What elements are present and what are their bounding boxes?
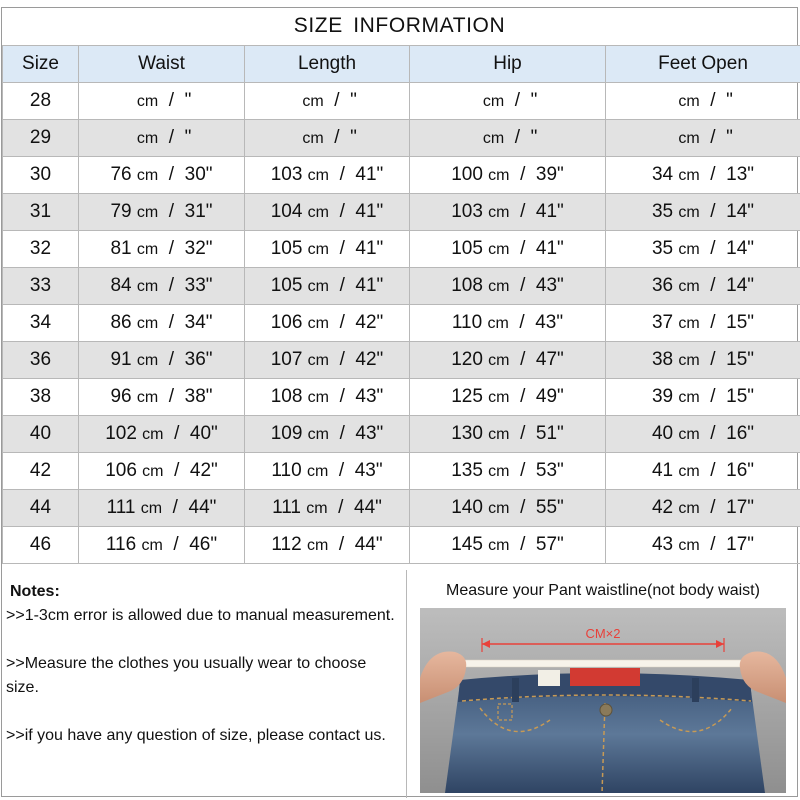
unit-cm: cm [488, 500, 510, 517]
hip-cell [410, 490, 606, 527]
unit-cm: cm [488, 204, 510, 221]
header-row [3, 46, 800, 83]
separator: / [168, 127, 175, 148]
hip-cell [410, 527, 606, 564]
header-feet-open: Feet Open [606, 46, 800, 83]
separator: / [168, 275, 175, 296]
table-row [3, 342, 800, 379]
hip-inch-value: 41" [535, 201, 564, 222]
unit-cm: cm [306, 500, 328, 517]
table-row [3, 453, 800, 490]
feet-cm-value: 34 [651, 164, 674, 185]
unit-cm: cm [136, 93, 159, 110]
unit-cm: cm [488, 352, 510, 369]
jeans-waist-illustration [420, 608, 786, 793]
separator: / [710, 423, 716, 444]
length-inch-value: 43" [355, 423, 384, 444]
feet-inch-value: 15" [726, 349, 755, 370]
separator: / [520, 386, 526, 407]
table-row [3, 83, 800, 120]
unit-cm: cm [136, 241, 159, 258]
unit-cm: cm [307, 426, 329, 443]
separator: / [339, 238, 345, 259]
length-cm-value: 107 [270, 349, 303, 370]
waist-cm-value: 76 [110, 164, 132, 185]
measure-label: CM×2 [585, 626, 621, 641]
length-cell [245, 490, 410, 527]
unit-cm: cm [136, 167, 159, 184]
waist-cm-value: 111 [106, 497, 136, 518]
feet-cell [606, 527, 800, 564]
unit-cm: cm [482, 130, 505, 147]
unit-cm: cm [482, 93, 505, 110]
measure-caption: Measure your Pant waistline(not body waist) [446, 582, 760, 599]
separator: / [339, 275, 345, 296]
unit-cm: cm [678, 315, 700, 332]
size-cell: 34 [3, 305, 79, 342]
table-row [3, 268, 800, 305]
waist-cm-value: 86 [110, 312, 132, 333]
feet-cm-value: 37 [651, 312, 674, 333]
separator: / [710, 164, 716, 185]
notes-panel [2, 570, 407, 798]
separator: / [520, 349, 526, 370]
waist-cm-value: 116 [105, 534, 137, 555]
table-row [3, 305, 800, 342]
length-inch-value: 43" [355, 386, 384, 407]
hip-inch-value: 53" [535, 460, 564, 481]
hip-inch-value: 41" [535, 238, 564, 259]
hip-cm-value: 103 [451, 201, 483, 222]
feet-cell [606, 453, 800, 490]
separator: / [338, 497, 344, 518]
unit-cm: cm [678, 241, 700, 258]
waist-inch-value: 46" [189, 534, 218, 555]
unit-cm: cm [136, 278, 159, 295]
hip-cell [410, 268, 606, 305]
separator: / [520, 275, 526, 296]
feet-cell [606, 416, 800, 453]
feet-cell [606, 83, 800, 120]
waist-cell [79, 527, 245, 564]
waist-cell [79, 305, 245, 342]
separator: / [339, 386, 345, 407]
length-inch-value: 41" [355, 164, 384, 185]
feet-cell [606, 120, 800, 157]
unit-cm: cm [306, 537, 329, 554]
waist-inch-value: " [184, 127, 192, 148]
size-table [2, 45, 800, 564]
hip-cm-value: 108 [451, 275, 483, 296]
separator: / [710, 90, 716, 111]
table-row [3, 231, 800, 268]
hip-inch-value: 49" [535, 386, 564, 407]
waist-cell [79, 83, 245, 120]
unit-cm: cm [678, 500, 700, 517]
separator: / [338, 460, 345, 481]
waistline-photo [420, 608, 786, 793]
feet-cell [606, 305, 800, 342]
waist-inch-value: 44" [188, 497, 217, 518]
separator: / [173, 534, 179, 555]
feet-cm-value: 39 [651, 386, 674, 407]
feet-inch-value: " [726, 90, 733, 111]
length-cell [245, 305, 410, 342]
hip-inch-value: 39" [535, 164, 564, 185]
waist-inch-value: " [184, 90, 192, 111]
hip-cm-value: 100 [451, 164, 483, 185]
size-cell: 40 [3, 416, 79, 453]
length-cm-value: 112 [271, 534, 302, 555]
size-cell: 30 [3, 157, 79, 194]
waist-cell [79, 490, 245, 527]
length-inch-value: 42" [355, 349, 384, 370]
hip-inch-value: 57" [535, 534, 564, 555]
header-waist: Waist [79, 46, 245, 83]
hip-cell [410, 305, 606, 342]
header-hip: Hip [410, 46, 606, 83]
unit-cm: cm [302, 130, 324, 147]
separator: / [710, 534, 716, 555]
separator: / [520, 423, 526, 444]
feet-cm-value: 35 [651, 201, 674, 222]
size-chart [1, 7, 798, 797]
separator: / [339, 164, 345, 185]
unit-cm: cm [488, 167, 510, 184]
waist-inch-value: 33" [184, 275, 213, 296]
length-cell [245, 157, 410, 194]
waist-cm-value: 96 [110, 386, 132, 407]
separator: / [520, 164, 526, 185]
separator: / [710, 201, 716, 222]
hip-inch-value: 51" [535, 423, 564, 444]
header-size: Size [3, 46, 79, 83]
length-cell [245, 527, 410, 564]
unit-cm: cm [136, 352, 159, 369]
length-cm-value: 109 [270, 423, 303, 444]
feet-cm-value: 42 [651, 497, 674, 518]
waist-cell [79, 379, 245, 416]
table-row [3, 490, 800, 527]
hip-cell [410, 157, 606, 194]
length-cm-value: 105 [270, 275, 303, 296]
unit-cm: cm [678, 426, 700, 443]
size-cell: 44 [3, 490, 79, 527]
size-cell: 46 [3, 527, 79, 564]
waist-cell [79, 268, 245, 305]
unit-cm: cm [678, 93, 700, 110]
separator: / [710, 127, 716, 148]
separator: / [168, 349, 175, 370]
table-row [3, 527, 800, 564]
waist-cell [79, 120, 245, 157]
length-cell [245, 379, 410, 416]
hip-inch-value: " [530, 127, 538, 148]
separator: / [519, 312, 525, 333]
separator: / [174, 460, 180, 481]
separator: / [168, 164, 175, 185]
separator: / [338, 534, 345, 555]
note-item: >>if you have any question of size, please contact us. [6, 727, 386, 744]
separator: / [710, 386, 716, 407]
hip-inch-value: 43" [535, 275, 564, 296]
feet-cell [606, 379, 800, 416]
waist-inch-value: 42" [189, 460, 218, 481]
unit-cm: cm [307, 389, 329, 406]
length-cell [245, 416, 410, 453]
separator: / [514, 127, 521, 148]
unit-cm: cm [307, 278, 329, 295]
unit-cm: cm [307, 167, 329, 184]
length-cm-value: 106 [270, 312, 303, 333]
unit-cm: cm [302, 93, 324, 110]
separator: / [520, 238, 526, 259]
feet-cell [606, 268, 800, 305]
unit-cm: cm [136, 204, 159, 221]
length-cm-value: 104 [270, 201, 303, 222]
size-cell: 29 [3, 120, 79, 157]
note-item: >>Measure the clothes you usually wear to choose size. [6, 655, 367, 696]
size-cell: 42 [3, 453, 79, 490]
hip-cm-value: 135 [451, 460, 483, 481]
waist-cm-value: 84 [110, 275, 132, 296]
size-cell: 38 [3, 379, 79, 416]
waist-inch-value: 38" [184, 386, 213, 407]
feet-inch-value: 17" [726, 497, 755, 518]
size-cell: 33 [3, 268, 79, 305]
length-inch-value: 44" [354, 497, 382, 518]
hip-cm-value: 105 [451, 238, 483, 259]
unit-cm: cm [678, 204, 700, 221]
waist-cm-value: 102 [105, 423, 137, 444]
separator: / [172, 497, 178, 518]
waist-inch-value: 32" [184, 238, 213, 259]
unit-cm: cm [136, 315, 159, 332]
waist-inch-value: 30" [184, 164, 213, 185]
separator: / [168, 386, 175, 407]
unit-cm: cm [306, 463, 329, 480]
table-row [3, 416, 800, 453]
separator: / [520, 497, 526, 518]
hip-cell [410, 453, 606, 490]
feet-inch-value: 15" [726, 386, 755, 407]
feet-cell [606, 157, 800, 194]
waist-cell [79, 194, 245, 231]
hip-cm-value: 145 [451, 534, 483, 555]
unit-cm: cm [488, 463, 510, 480]
feet-cm-value: 41 [651, 460, 674, 481]
separator: / [339, 201, 345, 222]
size-cell: 28 [3, 83, 79, 120]
separator: / [710, 497, 716, 518]
waist-inch-value: 36" [184, 349, 213, 370]
separator: / [339, 423, 345, 444]
unit-cm: cm [678, 389, 700, 406]
length-cell [245, 83, 410, 120]
table-row [3, 194, 800, 231]
separator: / [520, 201, 526, 222]
hip-cell [410, 416, 606, 453]
hip-cm-value: 130 [451, 423, 483, 444]
feet-cm-value: 43 [651, 534, 674, 555]
unit-cm: cm [307, 204, 329, 221]
unit-cm: cm [307, 315, 329, 332]
waist-cell [79, 231, 245, 268]
unit-cm: cm [141, 537, 163, 554]
waist-inch-value: 40" [189, 423, 218, 444]
waist-cell [79, 416, 245, 453]
feet-inch-value: 17" [726, 534, 755, 555]
header-length: Length [245, 46, 410, 83]
unit-cm: cm [488, 426, 510, 443]
length-cell [245, 342, 410, 379]
measure-panel [408, 570, 798, 798]
length-cell [245, 231, 410, 268]
separator: / [168, 90, 175, 111]
unit-cm: cm [142, 426, 164, 443]
hip-cm-value: 140 [451, 497, 483, 518]
table-row [3, 120, 800, 157]
hip-inch-value: " [530, 90, 538, 111]
waist-cm-value: 106 [105, 460, 137, 481]
waist-cm-value: 91 [110, 349, 132, 370]
feet-cell [606, 342, 800, 379]
length-inch-value: " [350, 90, 357, 111]
unit-cm: cm [678, 463, 700, 480]
feet-cm-value: 38 [651, 349, 674, 370]
length-inch-value: 41" [355, 275, 384, 296]
separator: / [710, 349, 716, 370]
separator: / [520, 534, 526, 555]
feet-inch-value: " [726, 127, 733, 148]
separator: / [710, 312, 716, 333]
waist-cell [79, 342, 245, 379]
length-cm-value: 110 [271, 460, 302, 481]
unit-cm: cm [488, 278, 510, 295]
feet-inch-value: 14" [726, 238, 755, 259]
waist-cell [79, 157, 245, 194]
feet-inch-value: 14" [726, 201, 755, 222]
length-inch-value: 43" [354, 460, 383, 481]
hip-inch-value: 47" [535, 349, 564, 370]
hip-cell [410, 83, 606, 120]
waist-inch-value: 34" [184, 312, 213, 333]
length-cm-value: 111 [272, 497, 301, 518]
length-inch-value: 41" [355, 201, 384, 222]
size-cell: 32 [3, 231, 79, 268]
waist-cm-value: 79 [110, 201, 132, 222]
length-cell [245, 120, 410, 157]
length-cell [245, 194, 410, 231]
feet-cm-value: 40 [651, 423, 674, 444]
waist-cell [79, 453, 245, 490]
separator: / [514, 90, 521, 111]
unit-cm: cm [678, 352, 700, 369]
feet-inch-value: 16" [726, 423, 755, 444]
waist-cm-value: 81 [110, 238, 132, 259]
table-row [3, 157, 800, 194]
separator: / [710, 275, 716, 296]
unit-cm: cm [142, 463, 164, 480]
length-cell [245, 453, 410, 490]
separator: / [520, 460, 526, 481]
unit-cm: cm [678, 278, 700, 295]
length-inch-value: 44" [354, 534, 383, 555]
length-inch-value: " [350, 127, 357, 148]
unit-cm: cm [307, 352, 329, 369]
feet-inch-value: 13" [726, 164, 755, 185]
separator: / [339, 349, 345, 370]
feet-inch-value: 14" [726, 275, 755, 296]
feet-cell [606, 194, 800, 231]
unit-cm: cm [678, 167, 700, 184]
note-item: >>1-3cm error is allowed due to manual measurement. [6, 607, 395, 624]
hip-cm-value: 110 [451, 312, 483, 333]
feet-cell [606, 490, 800, 527]
feet-cm-value: 36 [651, 275, 674, 296]
hip-cell [410, 231, 606, 268]
unit-cm: cm [678, 537, 700, 554]
size-cell: 36 [3, 342, 79, 379]
hip-inch-value: 55" [535, 497, 564, 518]
unit-cm: cm [488, 389, 510, 406]
length-inch-value: 41" [355, 238, 384, 259]
chart-title: SIZE INFORMATION [293, 14, 506, 37]
unit-cm: cm [136, 389, 159, 406]
separator: / [334, 90, 340, 111]
feet-cell [606, 231, 800, 268]
length-cm-value: 108 [270, 386, 303, 407]
unit-cm: cm [488, 537, 510, 554]
length-inch-value: 42" [355, 312, 384, 333]
hip-cm-value: 120 [451, 349, 483, 370]
feet-inch-value: 15" [726, 312, 755, 333]
hip-cm-value: 125 [451, 386, 483, 407]
size-cell: 31 [3, 194, 79, 231]
separator: / [710, 460, 716, 481]
unit-cm: cm [678, 130, 700, 147]
hip-cell [410, 379, 606, 416]
separator: / [174, 423, 180, 444]
hip-cell [410, 120, 606, 157]
length-cell [245, 268, 410, 305]
feet-cm-value: 35 [651, 238, 674, 259]
unit-cm: cm [487, 315, 509, 332]
unit-cm: cm [307, 241, 329, 258]
hip-inch-value: 43" [535, 312, 564, 333]
unit-cm: cm [488, 241, 510, 258]
separator: / [339, 312, 345, 333]
length-cm-value: 105 [270, 238, 303, 259]
length-cm-value: 103 [270, 164, 303, 185]
waist-inch-value: 31" [184, 201, 213, 222]
separator: / [710, 238, 716, 259]
separator: / [168, 312, 175, 333]
unit-cm: cm [140, 500, 163, 517]
hip-cell [410, 194, 606, 231]
separator: / [168, 238, 175, 259]
table-row [3, 379, 800, 416]
feet-inch-value: 16" [726, 460, 755, 481]
hip-cell [410, 342, 606, 379]
unit-cm: cm [136, 130, 159, 147]
notes-heading: Notes: [10, 583, 60, 600]
separator: / [334, 127, 340, 148]
separator: / [168, 201, 175, 222]
